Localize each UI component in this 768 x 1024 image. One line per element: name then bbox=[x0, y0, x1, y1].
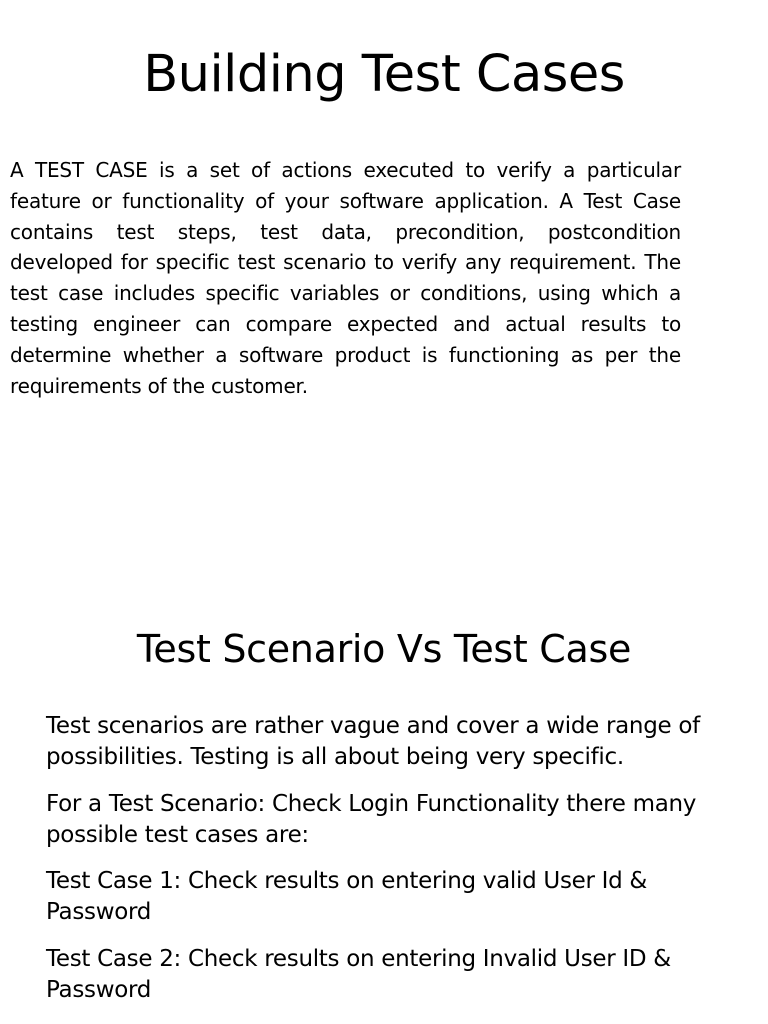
list-item: Test Case 1: Check results on entering valid User Id & Password bbox=[46, 868, 648, 925]
list-item: Test Case 2: Check results on entering Invalid User ID & Password bbox=[46, 945, 671, 1003]
list-item: Test scenarios are rather vague and cover a wide range of possibilities. Testing is all about being very specific. bbox=[46, 713, 700, 770]
list-item: For a Test Scenario: Check Login Functionality there many possible test cases are: bbox=[46, 790, 697, 848]
slide-test-scenario-vs-test-case bbox=[0, 512, 768, 1024]
slide-title: Building Test Cases bbox=[143, 45, 625, 104]
slide-title: Test Scenario Vs Test Case bbox=[136, 627, 632, 671]
body-paragraph: A TEST CASE is a set of actions executed to verify a particular feature or functionality of your software application. A Test Case contains test steps, test data, precondition, postcondition developed for specific test scenario to verify any requirement. The test case includes specific variables or conditions, using which a testing engineer can compare expected and actual results to determine whether a software product is functioning as per the requirements of the customer. bbox=[10, 158, 681, 398]
bullet-list bbox=[46, 711, 736, 1021]
